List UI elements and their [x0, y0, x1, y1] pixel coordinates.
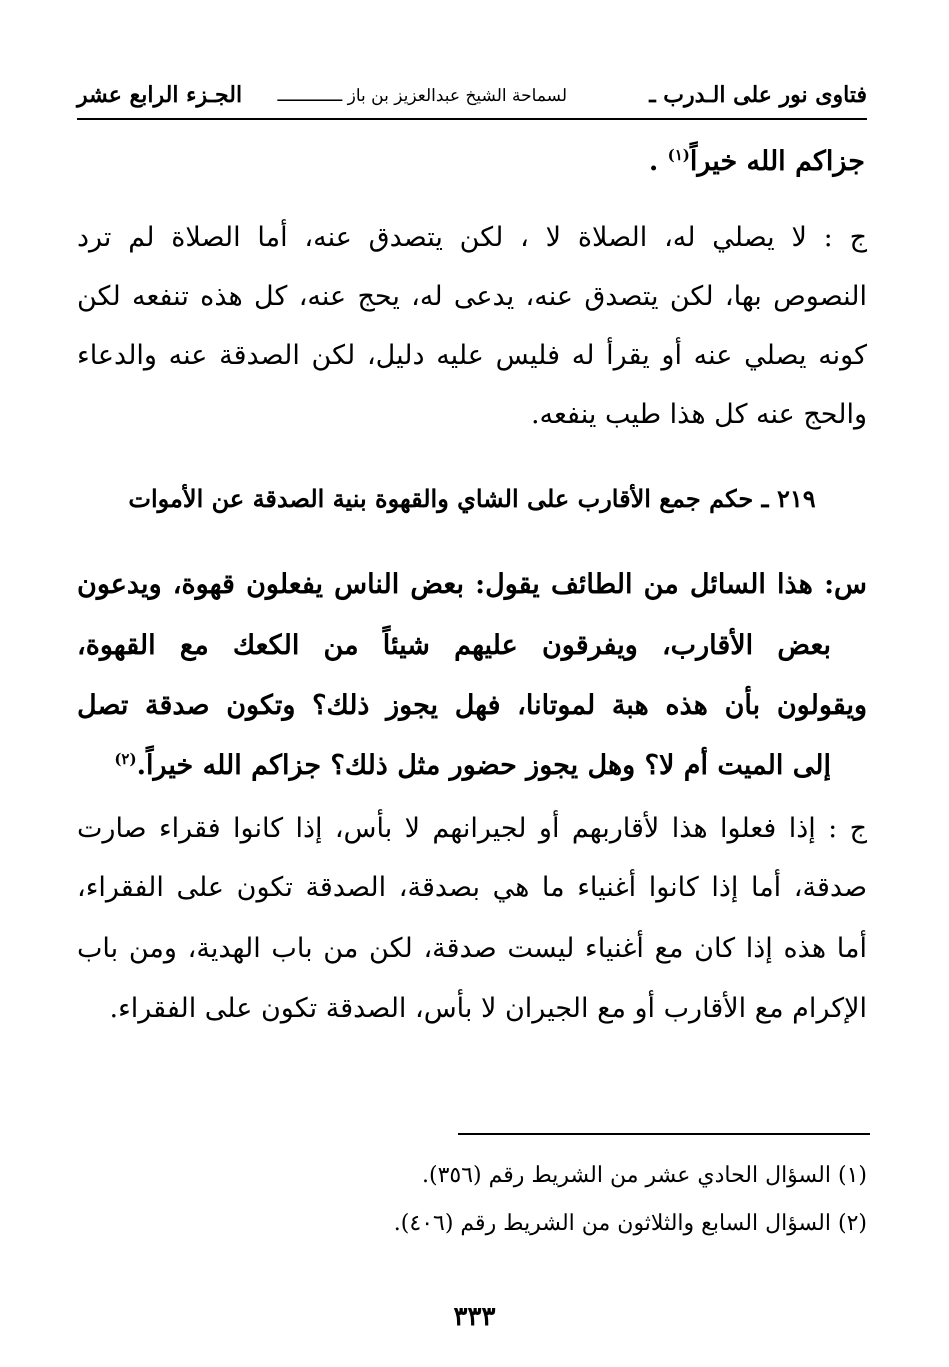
question-line: [41, 750, 831, 781]
book-title: فتاوى نور على الـدرب ـ: [649, 82, 867, 108]
answer-line: والحج عنه كل هذا طيب ينفعه.: [530, 399, 867, 430]
closing-line: [75, 146, 865, 177]
running-header: [77, 78, 867, 120]
answer-line: كونه يصلي عنه أو يقرأ له فليس عليه دليل، لكن الصدقة عنه والدعاء: [77, 340, 867, 371]
answer-line: ج : إذا فعلوا هذا لأقاربهم أو لجيرانهم لا بأس، إذا كانوا فقراء صارت: [77, 813, 867, 844]
answer-line: النصوص بها، لكن يتصدق عنه، يدعى له، يحج عنه، كل هذه تنفعه لكن: [77, 281, 867, 312]
question-line: ويقولون بأن هذه هبة لموتانا، فهل يجوز ذلك؟ وتكون صدقة تصل: [77, 690, 867, 721]
footnote: (١) السؤال الحادي عشر من الشريط رقم (٣٥٦).: [421, 1163, 867, 1188]
footnote-ref-1: (١): [667, 146, 690, 164]
page-number: ٣٣٣: [453, 1302, 496, 1332]
footnote-ref-2: (٢): [114, 750, 137, 768]
answer-line: صدقة، أما إذا كانوا أغنياء ما هي بصدقة، الصدقة تكون على الفقراء،: [77, 872, 867, 903]
answer-line: ج : لا يصلي له، الصلاة لا ، لكن يتصدق عنه، أما الصلاة لم ترد: [77, 222, 867, 253]
answer-line: الإكرام مع الأقارب أو مع الجيران لا بأس، الصدقة تكون على الفقراء.: [109, 993, 867, 1024]
part-label: الجـزء الرابع عشر: [77, 82, 243, 108]
question-last-text: إلى الميت أم لا؟ وهل يجوز حضور مثل ذلك؟ جزاكم الله خيراً.: [136, 750, 831, 781]
author-name: لسماحة الشيخ عبدالعزيز بن باز ـــــــــــــ: [277, 86, 567, 106]
answer-line: أما هذه إذا كان مع أغنياء ليست صدقة، لكن من باب الهدية، ومن باب: [77, 933, 867, 964]
question-line: س: هذا السائل من الطائف يقول: بعض الناس يفعلون قهوة، ويدعون: [77, 569, 867, 600]
question-line: بعض الأقارب، ويفرقون عليهم شيئاً من الكعك مع القهوة،: [77, 630, 831, 661]
closing-end: .: [648, 146, 659, 177]
footnote-divider: [458, 1133, 870, 1135]
closing-text: جزاكم الله خيراً: [689, 146, 865, 177]
section-title: ٢١٩ ـ حكم جمع الأقارب على الشاي والقهوة بنية الصدقة عن الأموات: [128, 484, 816, 513]
footnote: (٢) السؤال السابع والثلاثون من الشريط رقم (٤٠٦).: [393, 1211, 867, 1236]
